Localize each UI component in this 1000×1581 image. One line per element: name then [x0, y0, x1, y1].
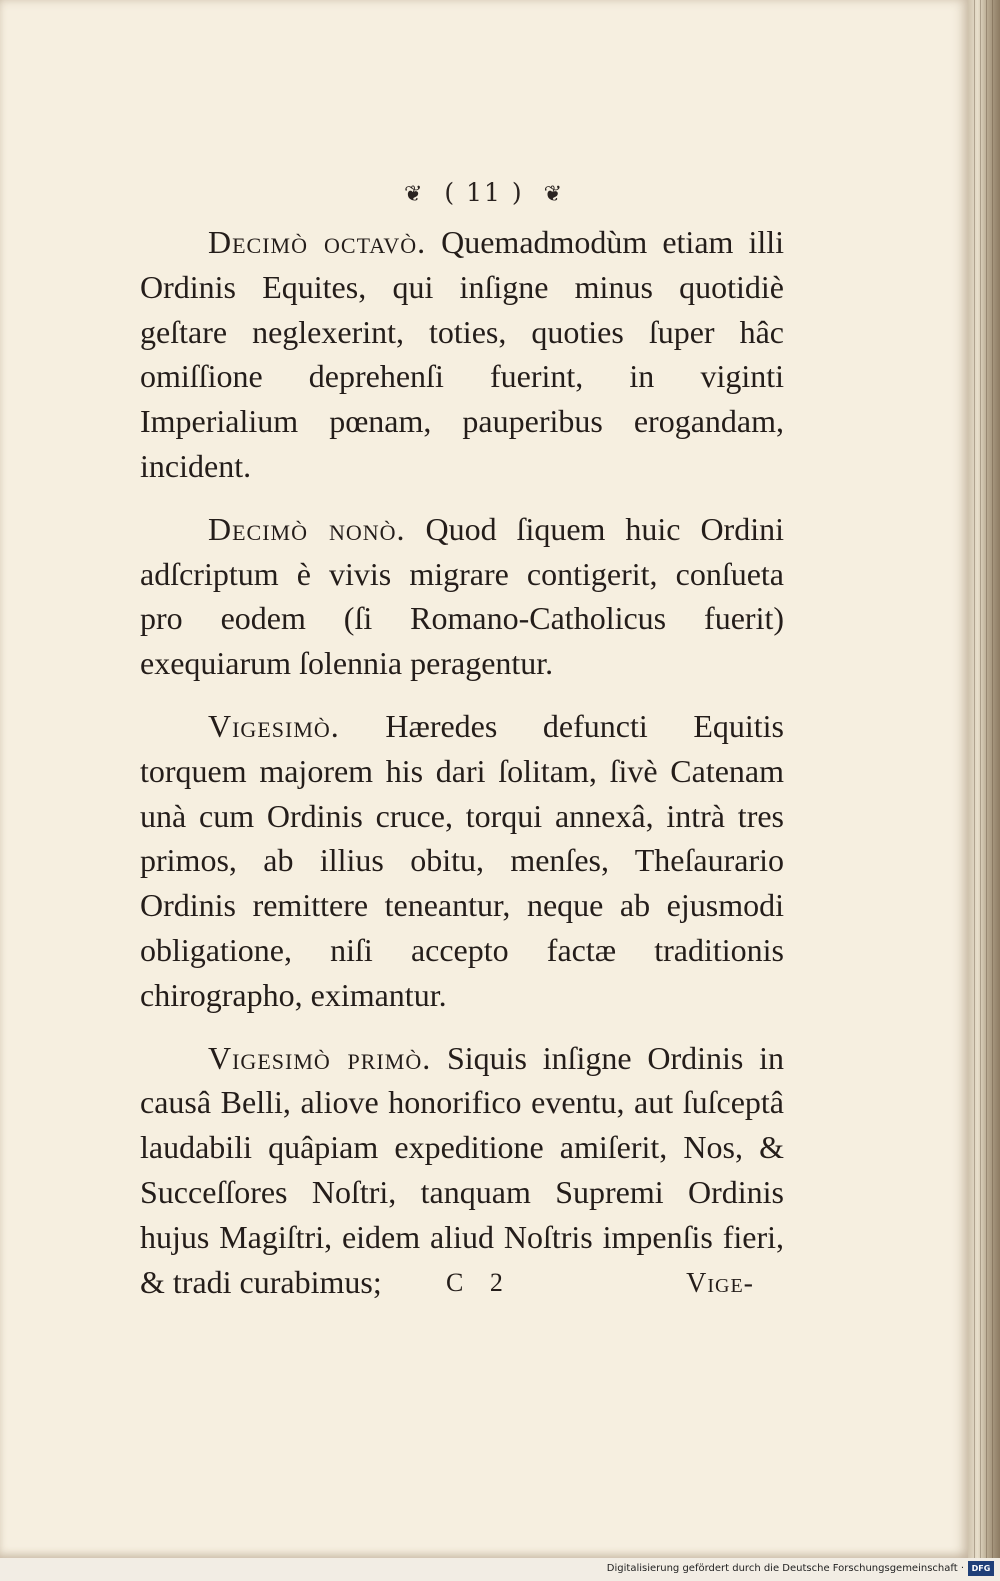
page-edge: [968, 0, 1000, 1558]
paragraph-vigesimo: [140, 704, 784, 1018]
paragraph-decimo-octavo: [140, 220, 784, 489]
paragraph-lead: Vigesimò.: [208, 707, 340, 744]
right-ornament-icon: ❦: [543, 182, 564, 207]
signature-mark: C 2: [446, 1268, 513, 1297]
body-text: [140, 220, 784, 1322]
paragraph-text: Hæredes defuncti Equitis torquem majorem his dari ſolitam, ſivè Catenam unà cum Ordinis cruce, torqui annexâ, intrà tres primos, ab illius obitu, menſes, Theſaurario Ordinis remittere teneantur, neque ab ejusmodi obligatione, niſi accepto factæ traditionis chirographo, eximantur.: [140, 707, 784, 1013]
paragraph-decimo-nono: [140, 507, 784, 686]
paragraph-vigesimo-primo: [140, 1036, 784, 1305]
left-ornament-icon: ❦: [404, 182, 425, 207]
catchword: Vige-: [686, 1268, 754, 1299]
paragraph-text: Quod ſiquem huic Ordini adſcriptum è vivis migrare contigerit, conſueta pro eodem (ſi Romano-Catholicus fuerit) exequiarum ſolennia peragentur.: [140, 510, 784, 682]
running-head: [0, 178, 968, 207]
dfg-logo: DFG: [968, 1561, 994, 1576]
digitization-credit: Digitalisierung gefördert durch die Deutsche Forschungsgemeinschaft ·: [606, 1563, 964, 1574]
page-number: ( 11 ): [444, 178, 524, 207]
paragraph-lead: Vigesimò primò.: [208, 1039, 432, 1076]
paragraph-text: Quemadmodùm etiam illi Ordinis Equites, qui inſigne minus quotidiè geſtare neglexerint, toties, quoties ſuper hâc omiſſione deprehenſi fuerint, in viginti Imperialium pœnam, pauperibus erogandam, incident.: [140, 224, 785, 484]
paragraph-text: Siquis inſigne Ordinis in causâ Belli, aliove honorifico eventu, aut ſuſceptâ laudabili quâpiam expeditione amiſerit, Nos, & Succeſſores Noſtri, tanquam Supremi Ordinis hujus Magiſtri, eidem aliud Noſtris impenſis fieri, & tradi curabimus;: [140, 1039, 785, 1300]
paragraph-lead: Decimò nonò.: [208, 510, 406, 547]
paragraph-lead: Decimò octavò.: [208, 224, 427, 260]
